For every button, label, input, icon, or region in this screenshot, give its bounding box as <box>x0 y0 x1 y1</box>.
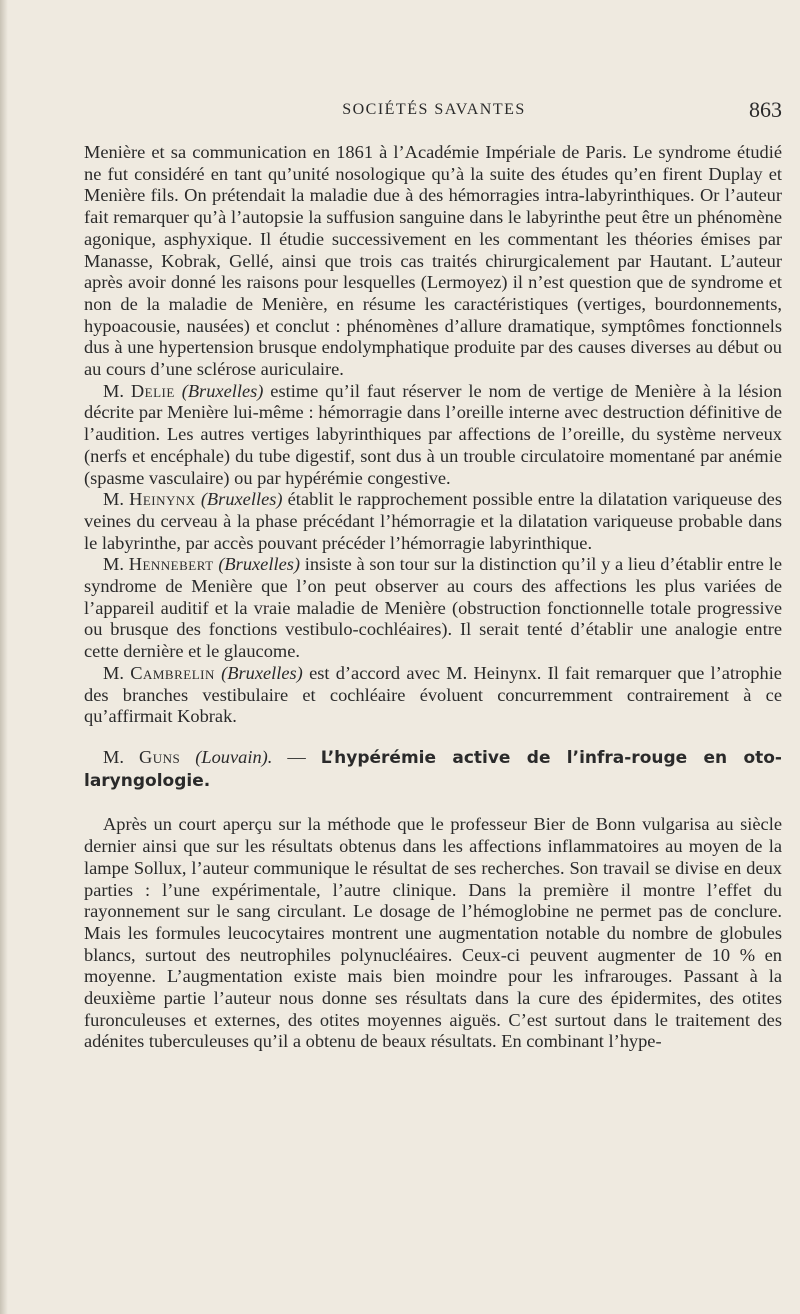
page-header <box>86 97 782 127</box>
speaker-prefix: M. <box>103 380 131 401</box>
speaker-place: (Louvain). <box>195 746 273 767</box>
speaker-name: Delie <box>130 380 175 401</box>
speaker-name: Guns <box>138 746 181 767</box>
paragraph-cambrelin <box>84 663 782 728</box>
speaker-prefix: M. <box>103 489 130 510</box>
paragraph-text: estime qu’il faut réserver le nom de vertige de Menière à la lésion décrite par Menière lui-même : hémorragie dans l’oreille interne avec destruction définitive de l’audition. Les autres vertiges labyrinthiques par affections de l’oreille, du système nerveux (nerfs et encéphale) du tube digestif, sont dus à un trouble circulatoire momentané par anémie (spasme vasculaire) ou par hypérémie congestive. <box>84 380 782 488</box>
page-edge <box>0 0 8 1314</box>
speaker-prefix: M. <box>103 746 139 767</box>
paragraph-text: est d’accord avec M. Heinynx. Il fait remarquer que l’atrophie des branches vestibulaire et cochléaire évoluent concurremment contrairement à ce qu’affirmait Kobrak. <box>84 662 782 727</box>
speaker-place: (Bruxelles) <box>200 489 283 510</box>
speaker-place: (Bruxelles) <box>181 380 264 401</box>
speaker-place: (Bruxelles) <box>218 554 301 575</box>
section-heading-guns <box>84 747 782 792</box>
speaker-name: Cambrelin <box>130 662 215 683</box>
running-head: SOCIÉTÉS SAVANTES <box>342 101 526 118</box>
communication-title: L’hypérémie active de l’infra-rouge en oto-laryngologie. <box>84 747 782 791</box>
speaker-prefix: M. <box>103 662 131 683</box>
paragraph-continuation: Menière et sa communication en 1861 à l’Académie Impériale de Paris. Le syndrome étudié ne fut considéré en tant qu’unité nosologique qu’à la suite des études qu’en firent Duplay et Menière fils. On prétendait la maladie due à des hémorragies intra-labyrinthiques. Or l’auteur fait remarquer qu’à l’autopsie la suffusion sanguine dans le labyrinthe peut être un phénomène agonique, asphyxique. Il étudie successivement en les commentant les théories émises par Manasse, Kobrak, Gellé, ainsi que trois cas traités chirurgicalement par Hautant. L’auteur après avoir donné les raisons pour lesquelles (Lermoyez) il n’est question que de syndrome et non de la maladie de Menière, en résume les caractéristiques (vertiges, bourdonnements, hypoacousie, nausées) et conclut : phénomènes d’allure dramatique, symptômes fonctionnels dus à une hypertension brusque endolymphatique produite par des causes diverses au début ou au cours d’une sclérose auriculaire. <box>84 142 782 380</box>
body-text <box>84 142 782 1053</box>
paragraph-delie <box>84 381 782 490</box>
paragraph-text: insiste à son tour sur la distinction qu’il y a lieu d’établir entre le syndrome de Menière que l’on peut observer au cours des affections les plus variées de l’appareil auditif et la vraie maladie de Menière (obstruction fonctionnelle totale progressive ou brusque des fonctions vestibulo-cochléaires). Il serait tenté d’établir une analogie entre cette dernière et le glaucome. <box>84 554 782 662</box>
speaker-name: Heinynx <box>129 489 196 510</box>
page-number: 863 <box>749 97 782 122</box>
paragraph-heinynx <box>84 489 782 554</box>
speaker-prefix: M. <box>103 554 129 575</box>
speaker-name: Hennebert <box>128 554 214 575</box>
paragraph-text: établit le rapprochement possible entre la dilatation variqueuse des veines du cerveau à la phase précédant l’hémorragie et la dilatation variqueuse probable dans le labyrinthe, par accès pouvant précéder l’hémorragie labyrinthique. <box>84 489 782 553</box>
speaker-place: (Bruxelles) <box>221 662 303 683</box>
heading-dash: — <box>272 746 321 767</box>
paragraph-hennebert <box>84 554 782 663</box>
paragraph-guns-summary: Après un court aperçu sur la méthode que le professeur Bier de Bonn vulgarisa au siècle dernier ainsi que sur les résultats obtenus dans les affections inflammatoires au moyen de la lampe Sollux, l’auteur communique le résultat de ses recherches. Son travail se divise en deux parties : l’une expérimentale, l’autre clinique. Dans la première il montre l’effet du rayonnement sur le sang circulant. Le dosage de l’hémoglobine ne permet pas de conclure. Mais les formules leucocytaires montrent une augmentation notable du nombre de globules blancs, surtout des neutrophiles polynucléaires. Ceux-ci peuvent augmenter de 10 % en moyenne. L’augmentation existe mais bien moindre pour les infrarouges. Passant à la deuxième partie l’auteur nous donne ses résultats dans la cure des épidermites, des otites furonculeuses et externes, des otites moyennes aiguës. C’est surtout dans le traitement des adénites tuberculeuses qu’il a obtenu de beaux résultats. En combinant l’hype- <box>84 814 782 1052</box>
